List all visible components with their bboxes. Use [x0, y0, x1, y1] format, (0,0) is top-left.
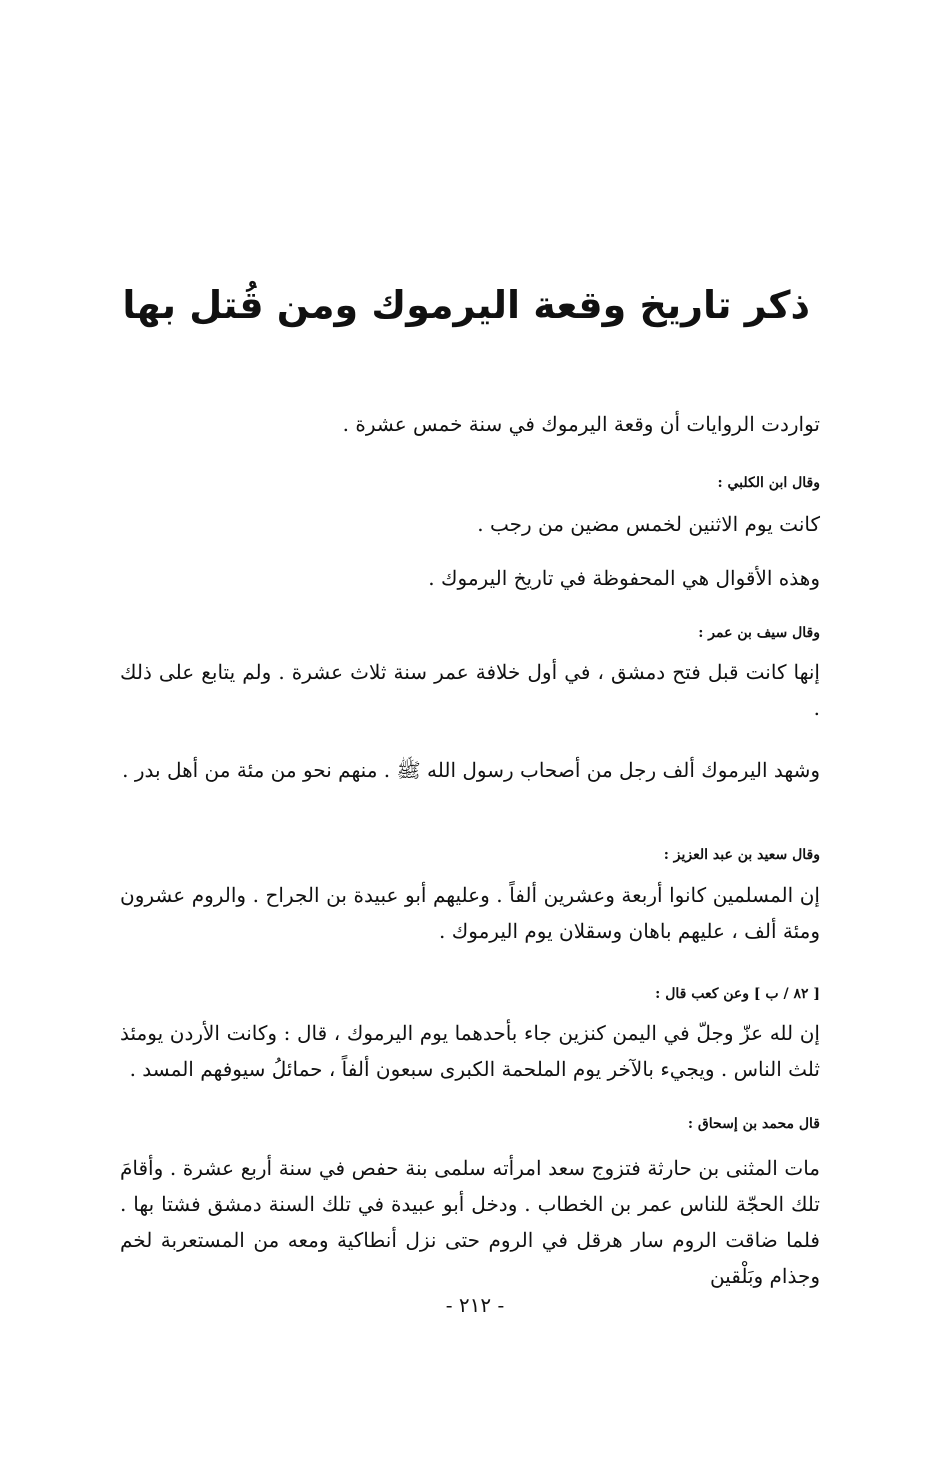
paragraph-text: وشهد اليرموك ألف رجل من أصحاب رسول الله ﷺ . منهم نحو من مئة من أهل بدر .	[122, 758, 820, 782]
attribution-label: وقال سعيد بن عبد العزيز :	[663, 847, 820, 863]
attribution-label: [ ٨٢ / ب ] وعن كعب قال :	[655, 986, 820, 1002]
attribution-label: وقال سيف بن عمر :	[698, 625, 820, 641]
attribution-kaab	[120, 982, 820, 1006]
page-number: - ٢١٢ -	[445, 1293, 505, 1317]
paragraph-6	[120, 877, 820, 949]
attribution-ibn-kalbi	[120, 471, 820, 495]
attribution-label: قال محمد بن إسحاق :	[687, 1116, 820, 1132]
paragraph-4	[120, 654, 820, 726]
paragraph-text: كانت يوم الاثنين لخمس مضين من رجب .	[477, 512, 820, 536]
attribution-label: وقال ابن الكلبي :	[717, 475, 820, 491]
paragraph-1	[120, 406, 820, 442]
paragraph-text: إن لله عزّ وجلّ في اليمن كنزين جاء بأحدهما يوم اليرموك ، قال : وكانت الأردن يومئذ ثلث الناس . ويجيء بالآخر يوم الملحمة الكبرى سبعون ألفاً ، حمائلُ سيوفهم المسد .	[120, 1021, 820, 1081]
attribution-sayf	[120, 621, 820, 645]
paragraph-3	[120, 560, 820, 596]
paragraph-8	[120, 1150, 820, 1294]
paragraph-text: تواردت الروايات أن وقعة اليرموك في سنة خمس عشرة .	[342, 412, 820, 436]
paragraph-2	[120, 506, 820, 542]
attribution-ibn-ishaq	[120, 1112, 820, 1136]
paragraph-text: إن المسلمين كانوا أربعة وعشرين ألفاً . وعليهم أبو عبيدة بن الجراح . والروم عشرون ومئة ألف ، عليهم باهان وسقلان يوم اليرموك .	[120, 883, 820, 943]
attribution-said	[120, 843, 820, 867]
paragraph-text: إنها كانت قبل فتح دمشق ، في أول خلافة عمر سنة ثلاث عشرة . ولم يتابع على ذلك .	[120, 660, 820, 720]
chapter-title: ذكر تاريخ وقعة اليرموك ومن قُتل بها	[122, 283, 810, 327]
paragraph-5	[120, 752, 820, 788]
paragraph-7	[120, 1015, 820, 1087]
paragraph-text: مات المثنى بن حارثة فتزوج سعد امرأته سلمى بنة حفص في سنة أربع عشرة . وأقامَ تلك الحجّة للناس عمر بن الخطاب . ودخل أبو عبيدة في تلك السنة دمشق فشتا بها . فلما ضاقت الروم سار هرقل في الروم حتى نزل أنطاكية ومعه من المستعربة لخم وجذام وبَلْقين	[120, 1156, 820, 1288]
paragraph-text: وهذه الأقوال هي المحفوظة في تاريخ اليرموك .	[428, 566, 820, 590]
